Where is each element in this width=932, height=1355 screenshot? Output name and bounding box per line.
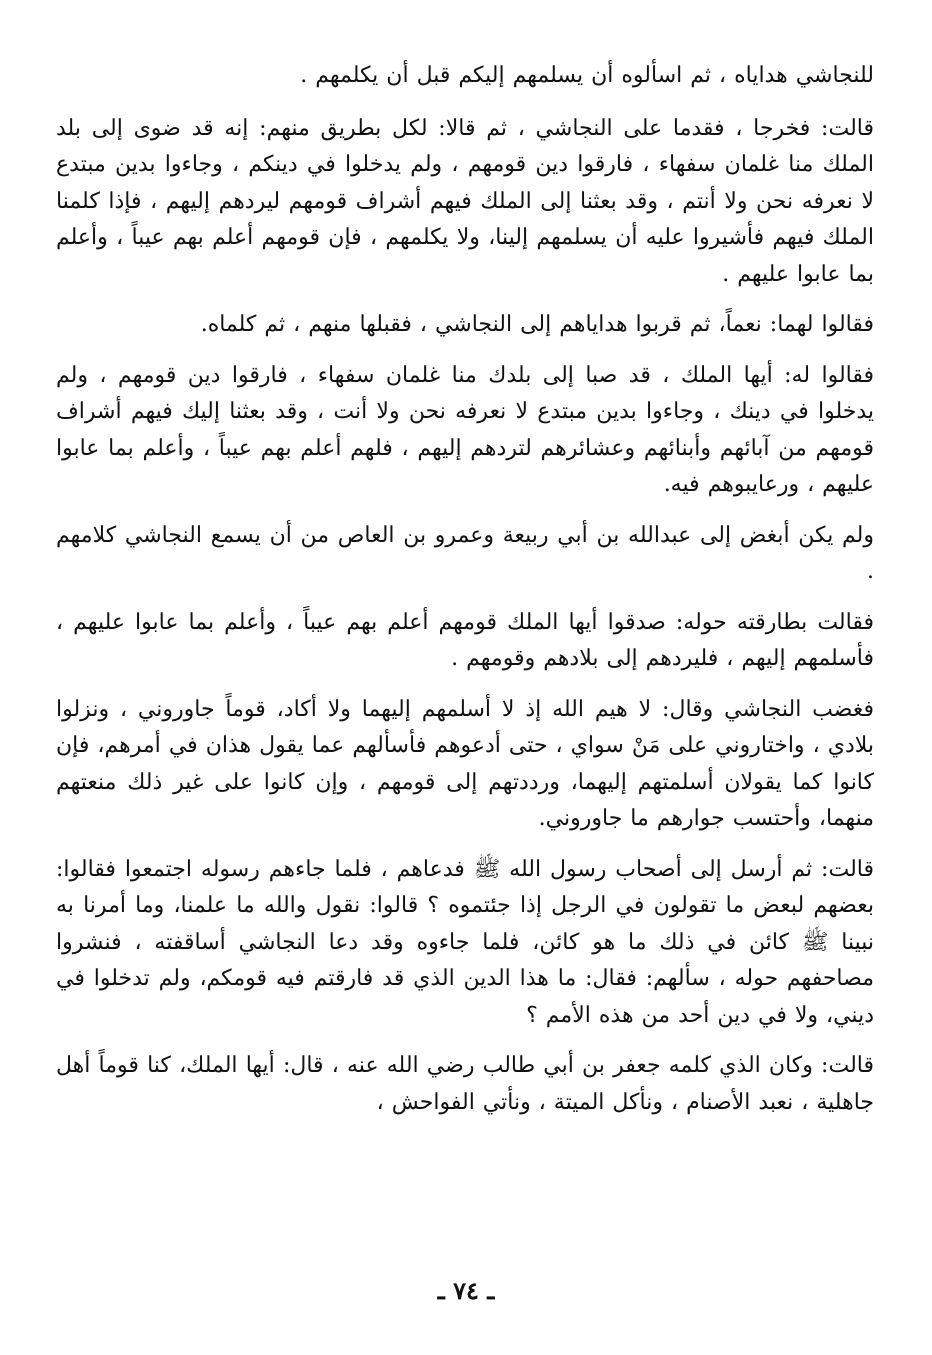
paragraph-4: فقالوا له: أيها الملك ، قد صبا إلى بلدك منا غلمان سفهاء ، فارقوا دين قومهم ، ولم يدخلوا في دينك ، وجاءوا بدين مبتدع لا نعرفه نحن ولا أنت ، وقد بعثنا إليك فيهم أشراف قومهم من آبائهم وأبنائهم وعشائرهم لتردهم إليهم ، فلهم أعلم بهم عيباً ، وأعلم بما عابوا عليهم ، ورعايبوهم فيه. [56,362,874,497]
paragraph-2: قالت: فخرجا ، فقدما على النجاشي ، ثم قالا: لكل بطريق منهم: إنه قد ضوى إلى بلد الملك منا غلمان سفهاء ، فارقوا دين قومهم ، ولم يدخلوا في دينكم ، وجاءوا بدين مبتدع لا نعرفه نحن ولا أنتم ، وقد بعثنا إلى الملك فيهم أشراف قومهم ليردهم إليهم ، فإذا كلمنا الملك فيهم فأشيروا عليه أن يسلمهم إلينا، ولا يكلمهم ، فإن قومهم أعلم بهم عيباً ، وأعلم بما عابوا عليهم . [56,115,874,287]
paragraph-8: قالت: ثم أرسل إلى أصحاب رسول الله ﷺ فدعاهم ، فلما جاءهم رسوله اجتمعوا فقالوا: بعضهم لبعض ما تقولون في الرجل إذا جئتموه ؟ قالوا: نقول والله ما علمنا، وما أمرنا به نبينا ﷺ كائن في ذلك ما هو كائن، فلما جاءوه وقد دعا النجاشي أساقفته ، فنشروا مصاحفهم حوله ، سألهم: فقال: ما هذا الدين الذي قد فارقتم فيه قومكم، ولم تدخلوا في ديني، ولا في دين أحد من هذه الأمم ؟ [56,856,874,1028]
paragraph-5: ولم يكن أبغض إلى عبدالله بن أبي ربيعة وعمرو بن العاص من أن يسمع النجاشي كلامهم . [56,522,874,584]
paragraph-6: فقالت بطارقته حوله: صدقوا أيها الملك قومهم أعلم بهم عيباً ، وأعلم بما عابوا عليهم ، فأسلمهم إليهم ، فليردهم إلى بلادهم وقومهم . [56,609,874,671]
paragraph-3: فقالوا لهما: نعماً، ثم قربوا هداياهم إلى النجاشي ، فقبلها منهم ، ثم كلماه. [200,312,874,337]
page-number: ـ ٧٤ ـ [437,1276,495,1305]
paragraph-1: للنجاشي هداياه ، ثم اسألوه أن يسلمهم إليكم قبل أن يكلمهم . [300,63,874,88]
page-body [56,58,874,1135]
paragraph-7: فغضب النجاشي وقال: لا هيم الله إذ لا أسلمهم إليهما ولا أكاد، قوماً جاوروني ، ونزلوا بلادي ، واختاروني على مَنْ سواي ، حتى أدعوهم فأسألهم عما يقول هذان في أمرهم، فإن كانوا كما يقولان أسلمتهم إليهما، ورددتهم إلى قومهم ، وإن كانوا على غير ذلك منعتهم منهما، وأحتسب جوارهم ما جاوروني. [56,696,874,831]
paragraph-9: قالت: وكان الذي كلمه جعفر بن أبي طالب رضي الله عنه ، قال: أيها الملك، كنا قوماً أهل جاهلية ، نعبد الأصنام ، ونأكل الميتة ، ونأتي الفواحش ، [56,1053,874,1115]
